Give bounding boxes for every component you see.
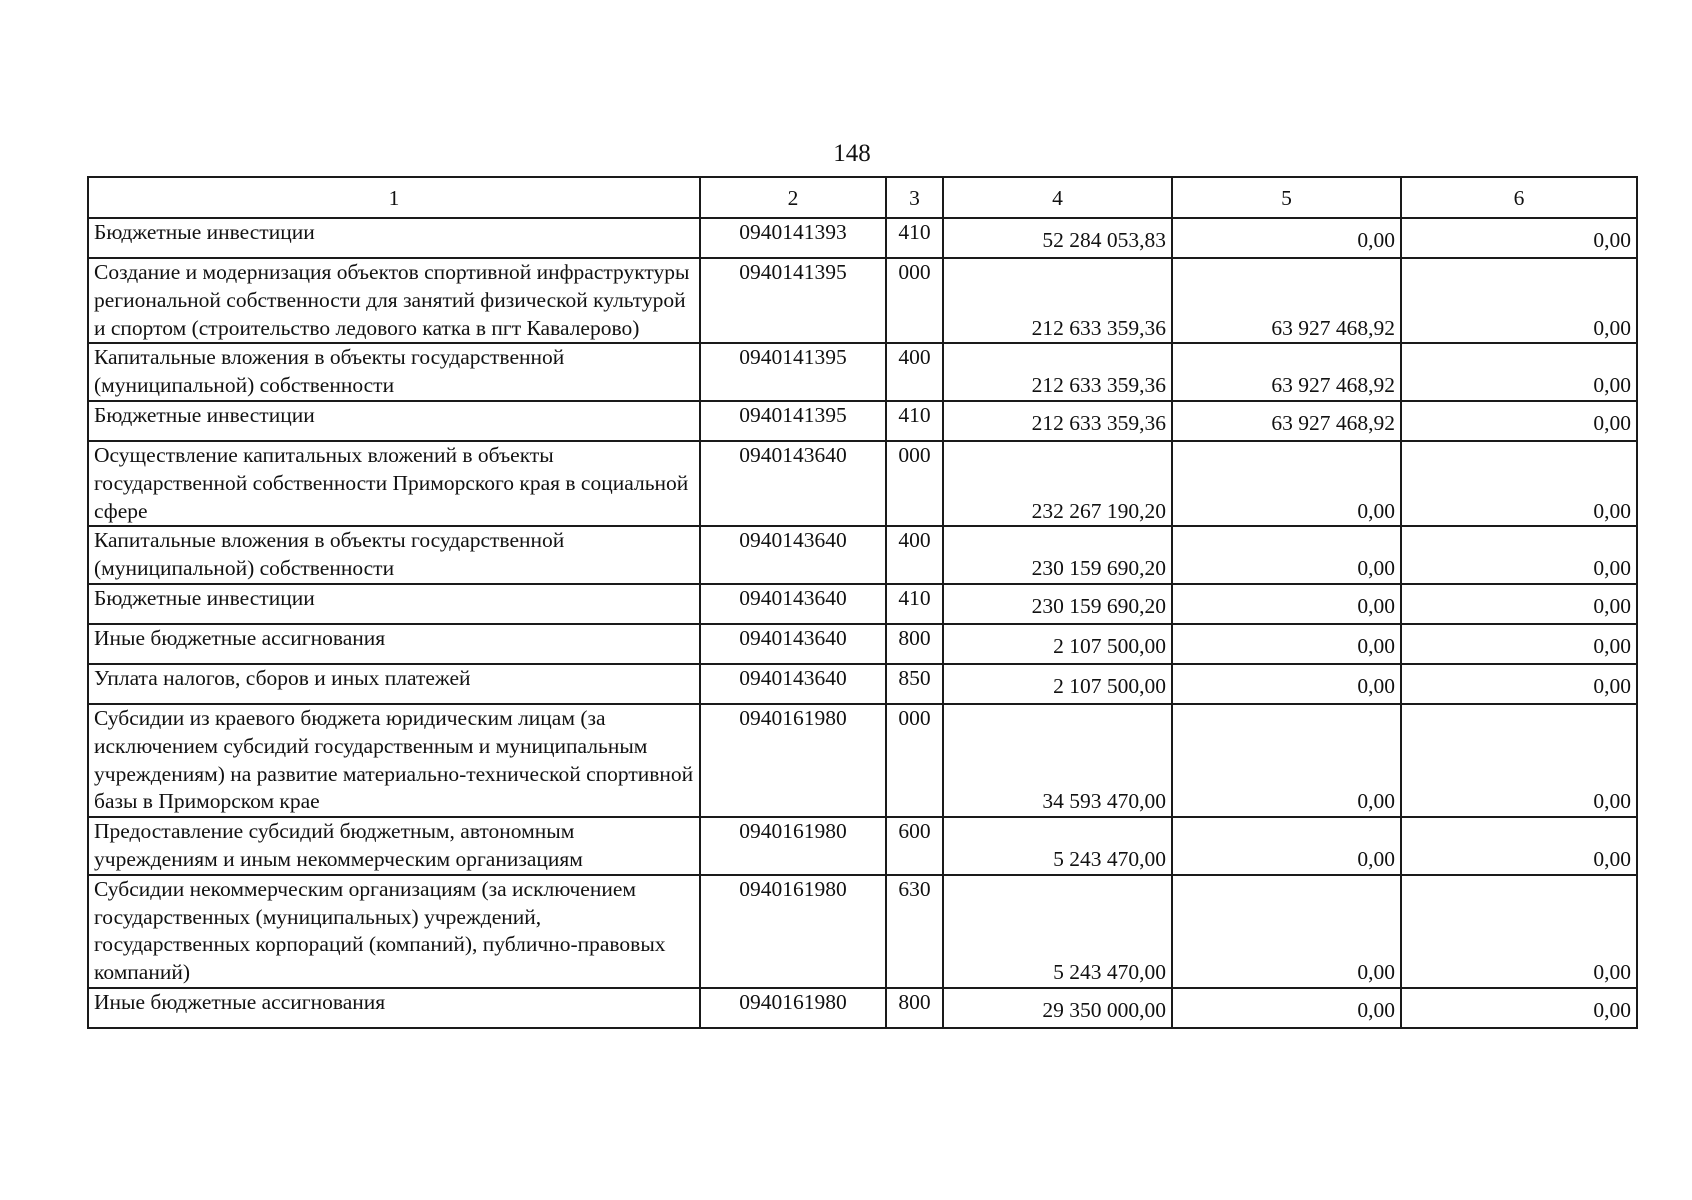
- table-row: [88, 875, 1637, 988]
- row-code-cell: 0940161980: [700, 875, 886, 988]
- row-code-cell: 0940161980: [700, 988, 886, 1028]
- row-value-col5-cell: 63 927 468,92: [1172, 258, 1401, 343]
- row-value-col6-cell: 0,00: [1401, 441, 1637, 526]
- row-value-col6-cell: 0,00: [1401, 817, 1637, 875]
- row-code-cell: 0940143640: [700, 624, 886, 664]
- row-code-cell: 0940141395: [700, 401, 886, 441]
- table-row: [88, 441, 1637, 526]
- row-name-cell: Создание и модернизация объектов спортивной инфраструктуры региональной собственности для занятий физической культурой и спортом (строительство ледового катка в пгт Кавалерово): [88, 258, 700, 343]
- row-value-col5-cell: 0,00: [1172, 441, 1401, 526]
- row-value-col4-cell: 212 633 359,36: [943, 343, 1172, 401]
- row-value-col4-cell: 232 267 190,20: [943, 441, 1172, 526]
- column-number-row: [88, 177, 1637, 218]
- table-row: [88, 526, 1637, 584]
- table-row: [88, 401, 1637, 441]
- row-type-cell: 850: [886, 664, 943, 704]
- row-value-col6-cell: 0,00: [1401, 218, 1637, 258]
- table-row: [88, 258, 1637, 343]
- row-value-col5-cell: 0,00: [1172, 875, 1401, 988]
- row-type-cell: 410: [886, 401, 943, 441]
- row-type-cell: 800: [886, 988, 943, 1028]
- column-header-3: 3: [886, 177, 943, 218]
- row-name-cell: Уплата налогов, сборов и иных платежей: [88, 664, 700, 704]
- column-header-1: 1: [88, 177, 700, 218]
- row-value-col6-cell: 0,00: [1401, 624, 1637, 664]
- row-name-cell: Осуществление капитальных вложений в объекты государственной собственности Приморского края в социальной сфере: [88, 441, 700, 526]
- row-code-cell: 0940143640: [700, 664, 886, 704]
- row-value-col5-cell: 0,00: [1172, 664, 1401, 704]
- row-type-cell: 000: [886, 441, 943, 526]
- row-value-col5-cell: 0,00: [1172, 584, 1401, 624]
- row-value-col6-cell: 0,00: [1401, 584, 1637, 624]
- row-name-cell: Бюджетные инвестиции: [88, 584, 700, 624]
- row-value-col4-cell: 5 243 470,00: [943, 817, 1172, 875]
- row-value-col6-cell: 0,00: [1401, 704, 1637, 817]
- row-value-col6-cell: 0,00: [1401, 526, 1637, 584]
- row-value-col5-cell: 63 927 468,92: [1172, 343, 1401, 401]
- page-number: 148: [833, 140, 871, 167]
- row-type-cell: 630: [886, 875, 943, 988]
- row-value-col4-cell: 212 633 359,36: [943, 258, 1172, 343]
- row-value-col4-cell: 34 593 470,00: [943, 704, 1172, 817]
- row-value-col5-cell: 0,00: [1172, 526, 1401, 584]
- row-type-cell: 410: [886, 218, 943, 258]
- row-value-col6-cell: 0,00: [1401, 401, 1637, 441]
- row-value-col6-cell: 0,00: [1401, 258, 1637, 343]
- row-value-col4-cell: 212 633 359,36: [943, 401, 1172, 441]
- row-name-cell: Иные бюджетные ассигнования: [88, 988, 700, 1028]
- row-name-cell: Иные бюджетные ассигнования: [88, 624, 700, 664]
- row-value-col4-cell: 5 243 470,00: [943, 875, 1172, 988]
- table-row: [88, 664, 1637, 704]
- table-row: [88, 704, 1637, 817]
- column-header-2: 2: [700, 177, 886, 218]
- row-value-col6-cell: 0,00: [1401, 343, 1637, 401]
- budget-table: [87, 176, 1638, 1029]
- row-value-col4-cell: 230 159 690,20: [943, 584, 1172, 624]
- table-row: [88, 817, 1637, 875]
- row-name-cell: Предоставление субсидий бюджетным, автономным учреждениям и иным некоммерческим организациям: [88, 817, 700, 875]
- row-code-cell: 0940141395: [700, 343, 886, 401]
- row-value-col5-cell: 0,00: [1172, 988, 1401, 1028]
- row-value-col5-cell: 0,00: [1172, 624, 1401, 664]
- row-value-col4-cell: 52 284 053,83: [943, 218, 1172, 258]
- row-value-col5-cell: 0,00: [1172, 218, 1401, 258]
- row-value-col5-cell: 0,00: [1172, 817, 1401, 875]
- row-code-cell: 0940141393: [700, 218, 886, 258]
- budget-table-body: [88, 177, 1637, 1028]
- row-value-col4-cell: 2 107 500,00: [943, 624, 1172, 664]
- row-name-cell: Бюджетные инвестиции: [88, 218, 700, 258]
- row-type-cell: 000: [886, 704, 943, 817]
- row-code-cell: 0940141395: [700, 258, 886, 343]
- row-code-cell: 0940143640: [700, 526, 886, 584]
- table-row: [88, 988, 1637, 1028]
- table-row: [88, 218, 1637, 258]
- row-name-cell: Бюджетные инвестиции: [88, 401, 700, 441]
- row-value-col5-cell: 63 927 468,92: [1172, 401, 1401, 441]
- row-type-cell: 400: [886, 343, 943, 401]
- table-row: [88, 343, 1637, 401]
- column-header-6: 6: [1401, 177, 1637, 218]
- row-code-cell: 0940143640: [700, 441, 886, 526]
- row-type-cell: 410: [886, 584, 943, 624]
- row-code-cell: 0940161980: [700, 704, 886, 817]
- column-header-5: 5: [1172, 177, 1401, 218]
- row-value-col6-cell: 0,00: [1401, 875, 1637, 988]
- table-row: [88, 624, 1637, 664]
- row-value-col4-cell: 29 350 000,00: [943, 988, 1172, 1028]
- row-type-cell: 600: [886, 817, 943, 875]
- table-row: [88, 584, 1637, 624]
- row-value-col4-cell: 2 107 500,00: [943, 664, 1172, 704]
- column-header-4: 4: [943, 177, 1172, 218]
- row-name-cell: Капитальные вложения в объекты государственной (муниципальной) собственности: [88, 343, 700, 401]
- row-name-cell: Субсидии из краевого бюджета юридическим лицам (за исключением субсидий государственным и муниципальным учреждениям) на развитие материально-технической спортивной базы в Приморском крае: [88, 704, 700, 817]
- row-type-cell: 800: [886, 624, 943, 664]
- row-value-col6-cell: 0,00: [1401, 988, 1637, 1028]
- row-value-col6-cell: 0,00: [1401, 664, 1637, 704]
- row-name-cell: Капитальные вложения в объекты государственной (муниципальной) собственности: [88, 526, 700, 584]
- row-name-cell: Субсидии некоммерческим организациям (за исключением государственных (муниципальных) учреждений, государственных корпораций (компаний), публично-правовых компаний): [88, 875, 700, 988]
- row-code-cell: 0940143640: [700, 584, 886, 624]
- row-value-col5-cell: 0,00: [1172, 704, 1401, 817]
- row-code-cell: 0940161980: [700, 817, 886, 875]
- row-type-cell: 400: [886, 526, 943, 584]
- row-value-col4-cell: 230 159 690,20: [943, 526, 1172, 584]
- row-type-cell: 000: [886, 258, 943, 343]
